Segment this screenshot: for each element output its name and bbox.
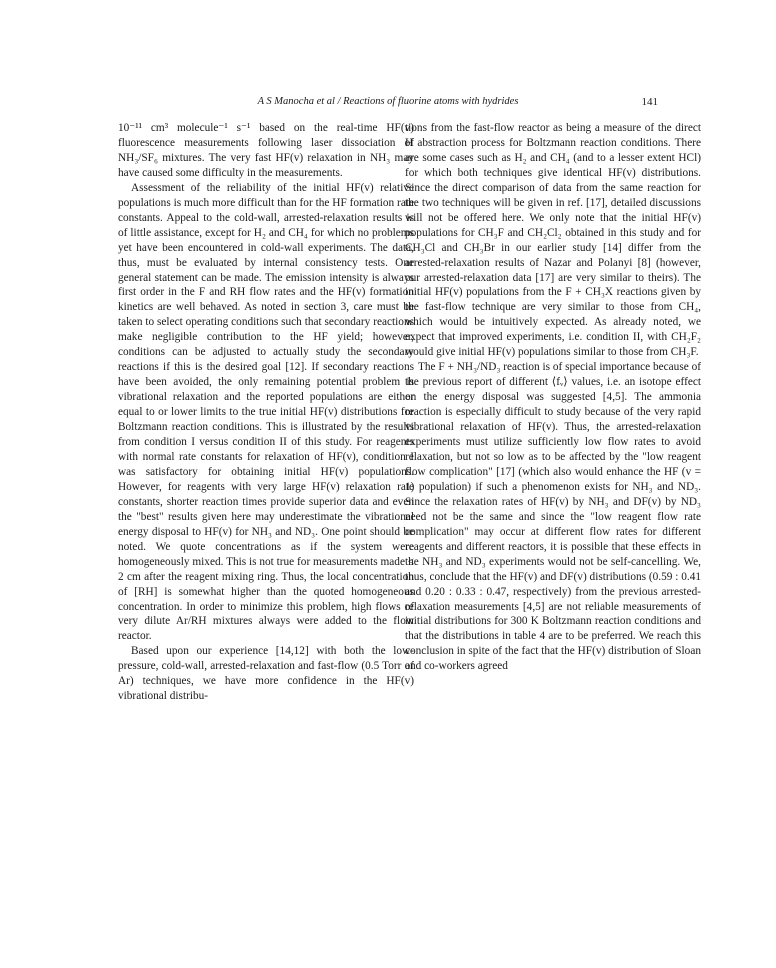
- paragraph: tions from the fast-flow reactor as being a measure of the direct H abstraction process for Boltzmann reaction conditions. There are some cases such as H₂ and CH₄ (and to a lesser extent HCl) for which both techniques give identical HF(v) distributions. Since the direct comparison of data from the same reaction for the two techniques will be given in ref. [17], detailed discussions will not be offered here. We only note that the initial HF(v) populations for CH₃F and CH₂Cl₂ obtained in this study and for CH₃Cl and CH₃Br in our earlier study [14] differ from the arrested-relaxation results of Nazar and Polanyi [8] (however, our arrested-relaxation data [17] are very similar to theirs). The initial HF(v) populations from the F + CH₃X reactions given by the fast-flow technique are very similar to those from CH₄, which would be intuitively expected. As already noted, we expect that improved experiments, i.e. condition II, with CH₂F₂ would give initial HF(v) populations similar to those from CH₃F.: [405, 122, 701, 359]
- page-number: 141: [641, 96, 658, 108]
- paragraph: Based upon our experience [14,12] with both the low-pressure, cold-wall, arrested-relaxation and fast-flow (0.5 Torr of Ar) techniques, we have more confidence in the HF(v) vibrational distribu-: [118, 645, 414, 703]
- running-head: A S Manocha et al / Reactions of fluorine atoms with hydrides: [257, 96, 519, 107]
- right-column: [405, 121, 701, 674]
- page-header: [0, 94, 776, 110]
- paragraph: The F + NH₃/ND₃ reaction is of special importance because of the previous report of different ⟨fᵥ⟩ values, i.e. an isotope effect on the energy disposal was suggested [4,5]. The ammonia reaction is especially difficult to study because of the very rapid vibrational relaxation of HF(v). Thus, the arrested-relaxation experiments must utilize sufficiently low flow rates to avoid relaxation, but not so low as to be affected by the "low reagent flow complication" [17] (which also would enhance the HF (v = 1) population) if such a phenomenon exists for NH₃ and ND₃. Since the relaxation rates of HF(v) by NH₃ and DF(v) by ND₃ need not be the same and since the "low reagent flow rate complication" may occur at different flow rates for different reagents and different reactors, it is possible that these effects in the NH₃ and ND₃ experiments would not be self-cancelling. We, thus, conclude that the HF(v) and DF(v) distributions (0.59 : 0.41 and 0.20 : 0.33 : 0.47, respectively) from the previous arrested-relaxation measurements [4,5] are not reliable measurements of initial distributions for 300 K Boltzmann reaction conditions and that the distributions in table 4 are to be preferred. We reach this conclusion in spite of the fact that the HF(v) distribution of Sloan and co-workers agreed: [405, 361, 701, 673]
- left-column: [118, 121, 414, 704]
- paragraph: 10⁻¹¹ cm³ molecule⁻¹ s⁻¹ based on the real-time HF(v) fluorescence measurements following laser dissociation of NH₃/SF₆ mixtures. The very fast HF(v) relaxation in NH₃ may have caused some difficulty in the measurements.: [118, 122, 414, 179]
- paragraph: Assessment of the reliability of the initial HF(v) relative populations is much more difficult than for the HF formation rate constants. Appeal to the cold-wall, arrested-relaxation results is of little assistance, except for H₂ and CH₄ for which no problems yet have been encountered in cold-wall experiments. The data, thus, must be evaluated by internal consistency tests. One general statement can be made. The emission intensity is always first order in the F and RH flow rates and the HF(v) formation kinetics are well behaved. As noted in section 3, care must be taken to select operating conditions such that secondary reactions make negligible contribution to the HF yield; however, conditions can be adjusted to actually study the secondary reactions if this is the desired goal [12]. If secondary reactions have been avoided, the only remaining potential problem is vibrational relaxation and the reported populations are either equal to or lower limits to the true initial HF(v) distributions for Boltzmann reaction conditions. This is illustrated by the results from condition I versus condition II of this study. For reagents with normal rate constants for relaxation of HF(v), condition I was satisfactory for obtaining initial HF(v) populations. However, for reagents with very large HF(v) relaxation rate constants, shorter reaction times provide superior data and even the "best" results given here may underestimate the vibrational energy disposal to HF(v) for NH₃ and ND₃. One point should be noted. We quote concentrations as if the system were homogeneously mixed. This is not true for measurements made ≤ 2 cm after the reagent mixing ring. Thus, the local concentration of [RH] is somewhat higher than the quoted homogeneous concentration. In order to minimize this problem, high flows of very dilute Ar/RH mixtures always were added to the flow reactor.: [118, 181, 414, 643]
